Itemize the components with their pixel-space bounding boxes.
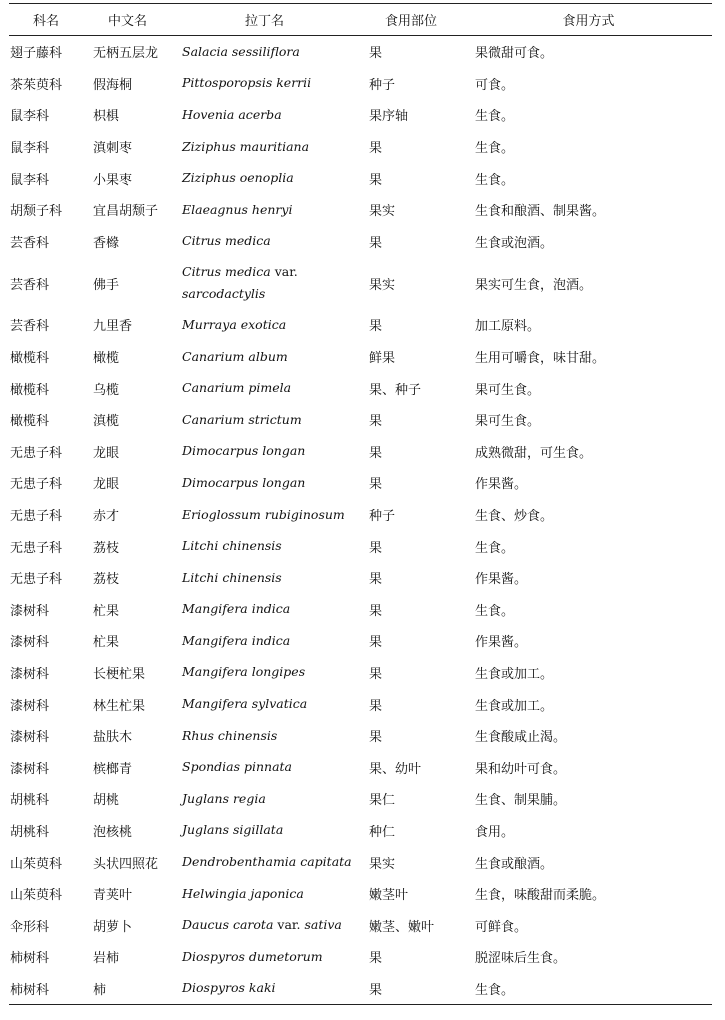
cell-family: 鼠李科 — [10, 172, 50, 188]
cell-latin-name — [172, 230, 357, 252]
cell-edible-method: 作果酱。 — [475, 477, 528, 493]
latin-binomial: Canarium pimela — [182, 380, 292, 396]
cell-family: 芸香科 — [10, 277, 50, 293]
latin-binomial: Citrus medica — [182, 264, 271, 280]
latin-binomial: Mangifera longipes — [182, 664, 306, 680]
cell-edible-part: 种仁 — [369, 824, 396, 840]
cell-family: 翅子藤科 — [10, 46, 63, 62]
cell-edible-part: 果 — [369, 951, 383, 967]
latin-binomial: Spondias pinnata — [182, 759, 293, 775]
cell-edible-method: 生食或泡酒。 — [475, 235, 554, 251]
cell-edible-part: 果 — [369, 540, 383, 556]
cell-latin-name — [172, 377, 357, 399]
cell-edible-part: 果 — [369, 698, 383, 714]
table-row — [9, 99, 712, 131]
cell-chinese-name: 杧果 — [93, 603, 120, 619]
table-row — [9, 131, 712, 163]
cell-latin-name — [172, 41, 357, 63]
cell-edible-part: 果实 — [369, 277, 396, 293]
table-row — [9, 688, 712, 720]
cell-edible-method: 作果酱。 — [475, 635, 528, 651]
table-row — [9, 257, 712, 309]
cell-latin-name — [172, 346, 357, 368]
cell-edible-part: 果 — [369, 572, 383, 588]
cell-family: 鼠李科 — [10, 141, 50, 157]
cell-latin-name — [172, 725, 357, 747]
cell-family: 无患子科 — [10, 509, 63, 525]
cell-latin-name — [172, 440, 357, 462]
latin-binomial: Helwingia japonica — [182, 885, 304, 901]
table-row — [9, 909, 712, 941]
cell-chinese-name: 头状四照花 — [93, 856, 159, 872]
cell-family: 茶茱萸科 — [10, 77, 63, 93]
cell-chinese-name: 杧果 — [93, 635, 120, 651]
cell-chinese-name: 佛手 — [93, 277, 120, 293]
latin-binomial: Mangifera indica — [182, 601, 291, 617]
cell-family: 山茱萸科 — [10, 888, 63, 904]
cell-latin-name — [172, 261, 357, 305]
cell-family: 漆树科 — [10, 761, 50, 777]
cell-chinese-name: 岩柿 — [93, 951, 120, 967]
cell-edible-part: 鲜果 — [369, 351, 396, 367]
cell-edible-method: 生食。 — [475, 603, 515, 619]
cell-family: 柿树科 — [10, 982, 50, 998]
cell-edible-part: 果 — [369, 635, 383, 651]
cell-chinese-name: 荔枝 — [93, 540, 120, 556]
cell-chinese-name: 小果枣 — [93, 172, 133, 188]
cell-edible-part: 果实 — [369, 204, 396, 220]
latin-infraspecific: sarcodactylis — [182, 286, 266, 302]
cell-chinese-name: 乌榄 — [93, 382, 120, 398]
latin-binomial: Elaeagnus henryi — [182, 201, 293, 217]
cell-edible-method: 果微甜可食。 — [475, 46, 554, 62]
latin-binomial: Canarium strictum — [182, 411, 302, 427]
latin-binomial: Murraya exotica — [182, 316, 287, 332]
cell-chinese-name: 香橼 — [93, 235, 120, 251]
table-row — [9, 530, 712, 562]
cell-family: 橄榄科 — [10, 382, 50, 398]
table-row — [9, 309, 712, 341]
cell-chinese-name: 橄榄 — [93, 351, 120, 367]
cell-latin-name — [172, 104, 357, 126]
cell-family: 漆树科 — [10, 698, 50, 714]
cell-edible-method: 生食或加工。 — [475, 698, 554, 714]
cell-latin-name — [172, 504, 357, 526]
latin-binomial: Dimocarpus longan — [182, 443, 306, 459]
cell-family: 无患子科 — [10, 540, 63, 556]
cell-chinese-name: 柿 — [93, 982, 107, 998]
cell-family: 胡桃科 — [10, 824, 50, 840]
cell-family: 漆树科 — [10, 730, 50, 746]
cell-edible-method: 可食。 — [475, 77, 515, 93]
cell-edible-part: 果 — [369, 445, 383, 461]
cell-family: 山茱萸科 — [10, 856, 63, 872]
cell-edible-part: 嫩茎叶 — [369, 888, 409, 904]
cell-latin-name — [172, 661, 357, 683]
table-row — [9, 372, 712, 404]
latin-binomial: Erioglossum rubiginosum — [182, 506, 345, 522]
table-row — [9, 162, 712, 194]
cell-chinese-name: 滇榄 — [93, 414, 120, 430]
cell-edible-part: 果、种子 — [369, 382, 422, 398]
cell-edible-method: 生食。 — [475, 141, 515, 157]
cell-family: 胡颓子科 — [10, 204, 63, 220]
cell-chinese-name: 龙眼 — [93, 477, 120, 493]
header-edible-method: 食用方式 — [562, 14, 615, 29]
latin-binomial: Mangifera sylvatica — [182, 696, 308, 712]
header-latin-name: 拉丁名 — [244, 14, 284, 29]
cell-chinese-name: 盐肤木 — [93, 730, 133, 746]
table-row — [9, 341, 712, 373]
table-row — [9, 436, 712, 468]
cell-latin-name — [172, 630, 357, 652]
latin-binomial: Diospyros kaki — [182, 980, 276, 996]
latin-binomial: Rhus chinensis — [182, 727, 278, 743]
cell-edible-method: 脱涩味后生食。 — [475, 951, 567, 967]
table-row — [9, 467, 712, 499]
cell-family: 橄榄科 — [10, 351, 50, 367]
latin-binomial: Canarium album — [182, 348, 288, 364]
cell-latin-name — [172, 756, 357, 778]
cell-chinese-name: 假海桐 — [93, 77, 133, 93]
table-row — [9, 878, 712, 910]
latin-binomial: Hovenia acerba — [182, 106, 282, 122]
cell-edible-method: 生食酸咸止渴。 — [475, 730, 567, 746]
cell-edible-method: 果可生食。 — [475, 414, 541, 430]
cell-edible-part: 果 — [369, 982, 383, 998]
cell-latin-name — [172, 136, 357, 158]
latin-binomial: Dendrobenthamia capitata — [182, 854, 352, 870]
cell-chinese-name: 无柄五层龙 — [93, 46, 159, 62]
cell-chinese-name: 赤才 — [93, 509, 120, 525]
table-row — [9, 973, 712, 1005]
latin-binomial: Daucus carota — [182, 917, 274, 933]
cell-latin-name — [172, 72, 357, 94]
cell-edible-method: 可鲜食。 — [475, 919, 528, 935]
cell-latin-name — [172, 535, 357, 557]
table-row — [9, 846, 712, 878]
latin-binomial: Mangifera indica — [182, 632, 291, 648]
cell-latin-name — [172, 977, 357, 999]
cell-chinese-name: 荔枝 — [93, 572, 120, 588]
latin-infraspecific: sativa — [304, 917, 342, 933]
latin-binomial: Pittosporopsis kerrii — [182, 75, 312, 91]
cell-edible-part: 果 — [369, 666, 383, 682]
table-header — [9, 4, 712, 36]
header-edible-part: 食用部位 — [384, 14, 437, 29]
cell-edible-method: 生食。 — [475, 540, 515, 556]
cell-latin-name — [172, 914, 357, 936]
cell-family: 芸香科 — [10, 235, 50, 251]
table-row — [9, 36, 712, 68]
cell-latin-name — [172, 819, 357, 841]
latin-binomial: Litchi chinensis — [182, 569, 282, 585]
cell-edible-part: 果 — [369, 46, 383, 62]
cell-edible-method: 生食。 — [475, 109, 515, 125]
cell-family: 橄榄科 — [10, 414, 50, 430]
table-row — [9, 68, 712, 100]
cell-chinese-name: 枳椇 — [93, 109, 120, 125]
latin-binomial: Citrus medica — [182, 233, 271, 249]
table-row — [9, 625, 712, 657]
table-row — [9, 751, 712, 783]
cell-family: 漆树科 — [10, 603, 50, 619]
cell-edible-method: 生食或酿酒。 — [475, 856, 554, 872]
cell-edible-method: 生食、炒食。 — [475, 509, 554, 525]
table-row — [9, 404, 712, 436]
latin-binomial: Juglans regia — [182, 790, 266, 806]
latin-binomial: Ziziphus mauritiana — [182, 138, 310, 154]
cell-family: 柿树科 — [10, 951, 50, 967]
header-chinese-name: 中文名 — [107, 14, 147, 29]
latin-binomial: Diospyros dumetorum — [182, 948, 323, 964]
cell-chinese-name: 槟榔青 — [93, 761, 133, 777]
cell-family: 无患子科 — [10, 572, 63, 588]
cell-latin-name — [172, 567, 357, 589]
cell-edible-method: 生食和酿酒、制果酱。 — [475, 204, 606, 220]
cell-chinese-name: 林生杧果 — [93, 698, 146, 714]
cell-edible-part: 果 — [369, 319, 383, 335]
table-row — [9, 499, 712, 531]
cell-latin-name — [172, 598, 357, 620]
cell-edible-part: 嫩茎、嫩叶 — [369, 919, 435, 935]
cell-edible-part: 果 — [369, 235, 383, 251]
table-row — [9, 194, 712, 226]
cell-edible-part: 种子 — [369, 509, 396, 525]
cell-edible-part: 种子 — [369, 77, 396, 93]
cell-edible-method: 生用可嚼食，味甘甜。 — [475, 351, 606, 367]
table-row — [9, 226, 712, 258]
cell-edible-part: 果序轴 — [369, 109, 409, 125]
cell-latin-name — [172, 167, 357, 189]
cell-latin-name — [172, 851, 357, 873]
cell-edible-method: 果实可生食，泡酒。 — [475, 277, 593, 293]
cell-family: 芸香科 — [10, 319, 50, 335]
cell-edible-part: 果、幼叶 — [369, 761, 422, 777]
latin-var-marker: var. — [277, 917, 301, 933]
cell-edible-part: 果 — [369, 730, 383, 746]
cell-chinese-name: 青荚叶 — [93, 888, 133, 904]
cell-edible-part: 果仁 — [369, 793, 396, 809]
latin-var-marker: var. — [274, 264, 298, 280]
latin-binomial: Ziziphus oenoplia — [182, 170, 294, 186]
cell-edible-method: 生食或加工。 — [475, 666, 554, 682]
cell-chinese-name: 滇刺枣 — [93, 141, 133, 157]
cell-edible-method: 生食。 — [475, 982, 515, 998]
cell-family: 伞形科 — [10, 919, 50, 935]
cell-family: 漆树科 — [10, 666, 50, 682]
cell-edible-method: 生食，味酸甜而柔脆。 — [475, 888, 606, 904]
cell-edible-part: 果 — [369, 603, 383, 619]
cell-edible-method: 作果酱。 — [475, 572, 528, 588]
cell-latin-name — [172, 946, 357, 968]
cell-chinese-name: 泡核桃 — [93, 824, 133, 840]
cell-edible-method: 果和幼叶可食。 — [475, 761, 567, 777]
latin-binomial: Juglans sigillata — [182, 822, 284, 838]
latin-binomial: Litchi chinensis — [182, 538, 282, 554]
cell-latin-name — [172, 314, 357, 336]
table-row — [9, 783, 712, 815]
cell-chinese-name: 九里香 — [93, 319, 133, 335]
cell-edible-part: 果 — [369, 414, 383, 430]
latin-binomial: Salacia sessiliflora — [182, 43, 300, 59]
cell-edible-method: 生食、制果脯。 — [475, 793, 567, 809]
cell-family: 胡桃科 — [10, 793, 50, 809]
table-row — [9, 562, 712, 594]
cell-family: 漆树科 — [10, 635, 50, 651]
cell-chinese-name: 宜昌胡颓子 — [93, 204, 159, 220]
cell-edible-method: 食用。 — [475, 824, 515, 840]
edible-plants-table — [9, 3, 712, 1005]
cell-latin-name — [172, 199, 357, 221]
table-row — [9, 657, 712, 689]
cell-chinese-name: 胡桃 — [93, 793, 120, 809]
cell-chinese-name: 胡萝卜 — [93, 919, 133, 935]
cell-latin-name — [172, 409, 357, 431]
cell-edible-part: 果 — [369, 141, 383, 157]
cell-latin-name — [172, 883, 357, 905]
cell-family: 无患子科 — [10, 477, 63, 493]
cell-chinese-name: 龙眼 — [93, 445, 120, 461]
cell-edible-part: 果实 — [369, 856, 396, 872]
cell-chinese-name: 长梗杧果 — [93, 666, 146, 682]
cell-family: 鼠李科 — [10, 109, 50, 125]
cell-latin-name — [172, 472, 357, 494]
cell-edible-part: 果 — [369, 477, 383, 493]
cell-edible-method: 加工原料。 — [475, 319, 541, 335]
cell-family: 无患子科 — [10, 445, 63, 461]
cell-latin-name — [172, 788, 357, 810]
table-row — [9, 594, 712, 626]
cell-edible-method: 成熟微甜，可生食。 — [475, 445, 593, 461]
table-row — [9, 815, 712, 847]
table-body — [9, 36, 712, 1004]
cell-edible-method: 生食。 — [475, 172, 515, 188]
header-family: 科名 — [32, 14, 59, 29]
cell-latin-name — [172, 693, 357, 715]
table-row — [9, 720, 712, 752]
cell-edible-part: 果 — [369, 172, 383, 188]
latin-binomial: Dimocarpus longan — [182, 474, 306, 490]
cell-edible-method: 果可生食。 — [475, 382, 541, 398]
table-row — [9, 941, 712, 973]
